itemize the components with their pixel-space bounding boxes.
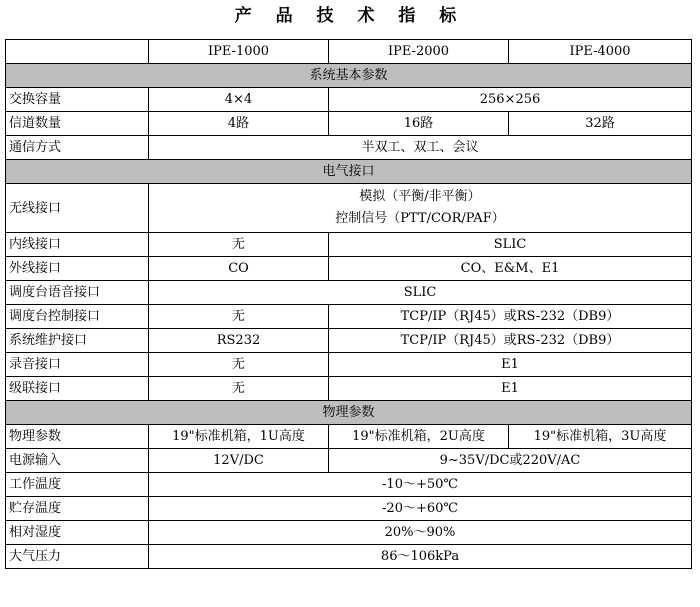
row-op-temp [6, 473, 692, 497]
row-recording [6, 353, 692, 377]
section-physical-title: 物理参数 [6, 401, 692, 425]
row-label: 大气压力 [6, 545, 149, 569]
row-label: 相对湿度 [6, 521, 149, 545]
section-row-electrical [6, 160, 692, 184]
header-ipe-2000: IPE-2000 [329, 40, 509, 64]
cell-all-models: -10～+50℃ [149, 473, 692, 497]
row-label: 外线接口 [6, 257, 149, 281]
row-storage-temp [6, 497, 692, 521]
row-label: 调度台语音接口 [6, 281, 149, 305]
row-internal [6, 233, 692, 257]
cell-all-models: 86～106kPa [149, 545, 692, 569]
cell-ipe1000: 无 [149, 353, 329, 377]
cell-ipe1000: CO [149, 257, 329, 281]
page-title: 产 品 技 术 指 标 [234, 6, 466, 26]
row-label: 工作温度 [6, 473, 149, 497]
row-pressure [6, 545, 692, 569]
row-label: 电源输入 [6, 449, 149, 473]
row-label: 无线接口 [6, 184, 149, 233]
row-label: 内线接口 [6, 233, 149, 257]
section-electrical-title: 电气接口 [6, 160, 692, 184]
cell-ipe2000-4000: E1 [329, 353, 692, 377]
row-label: 调度台控制接口 [6, 305, 149, 329]
header-ipe-4000: IPE-4000 [509, 40, 692, 64]
cell-ipe2000-4000: 9~35V/DC或220V/AC [329, 449, 692, 473]
cell-all-models: -20～+60℃ [149, 497, 692, 521]
section-row-basic [6, 64, 692, 88]
cell-ipe4000: 19"标准机箱，3U高度 [509, 425, 692, 449]
row-wireless [6, 184, 692, 233]
row-label: 信道数量 [6, 112, 149, 136]
row-label: 通信方式 [6, 136, 149, 160]
section-basic-title: 系统基本参数 [6, 64, 692, 88]
row-physical [6, 425, 692, 449]
cell-ipe2000-4000: 256×256 [329, 88, 692, 112]
row-label: 物理参数 [6, 425, 149, 449]
row-label: 贮存温度 [6, 497, 149, 521]
row-label: 交换容量 [6, 88, 149, 112]
wireless-line-1: 模拟（平衡/非平衡） [359, 189, 481, 204]
row-console-ctrl [6, 305, 692, 329]
header-blank-cell [6, 40, 149, 64]
row-console-voice [6, 281, 692, 305]
cell-ipe1000: 无 [149, 305, 329, 329]
cell-all-models: 20%～90% [149, 521, 692, 545]
row-label: 录音接口 [6, 353, 149, 377]
cell-ipe2000-4000: CO、E&M、E1 [329, 257, 692, 281]
row-channels [6, 112, 692, 136]
wireless-line-2: 控制信号（PTT/COR/PAF） [335, 211, 505, 226]
cell-ipe2000-4000: SLIC [329, 233, 692, 257]
cell-ipe1000: 无 [149, 377, 329, 401]
row-capacity [6, 88, 692, 112]
cell-ipe1000: 无 [149, 233, 329, 257]
row-external [6, 257, 692, 281]
cell-ipe1000: RS232 [149, 329, 329, 353]
cell-ipe1000: 12V/DC [149, 449, 329, 473]
cell-ipe2000: 19"标准机箱，2U高度 [329, 425, 509, 449]
cell-all-models: 半双工、双工、会议 [149, 136, 692, 160]
row-label: 级联接口 [6, 377, 149, 401]
cell-ipe2000-4000: TCP/IP（RJ45）或RS-232（DB9） [329, 305, 692, 329]
row-label: 系统维护接口 [6, 329, 149, 353]
cell-all-models [149, 184, 692, 233]
header-ipe-1000: IPE-1000 [149, 40, 329, 64]
cell-ipe1000: 4×4 [149, 88, 329, 112]
row-maintenance [6, 329, 692, 353]
cell-ipe2000-4000: E1 [329, 377, 692, 401]
cell-ipe2000: 16路 [329, 112, 509, 136]
row-cascade [6, 377, 692, 401]
row-humidity [6, 521, 692, 545]
section-row-physical [6, 401, 692, 425]
row-power [6, 449, 692, 473]
spec-table [5, 39, 692, 569]
header-row [6, 40, 692, 64]
cell-ipe1000: 19"标准机箱，1U高度 [149, 425, 329, 449]
cell-ipe4000: 32路 [509, 112, 692, 136]
cell-ipe1000: 4路 [149, 112, 329, 136]
cell-all-models: SLIC [149, 281, 692, 305]
cell-ipe2000-4000: TCP/IP（RJ45）或RS-232（DB9） [329, 329, 692, 353]
row-comm-mode [6, 136, 692, 160]
